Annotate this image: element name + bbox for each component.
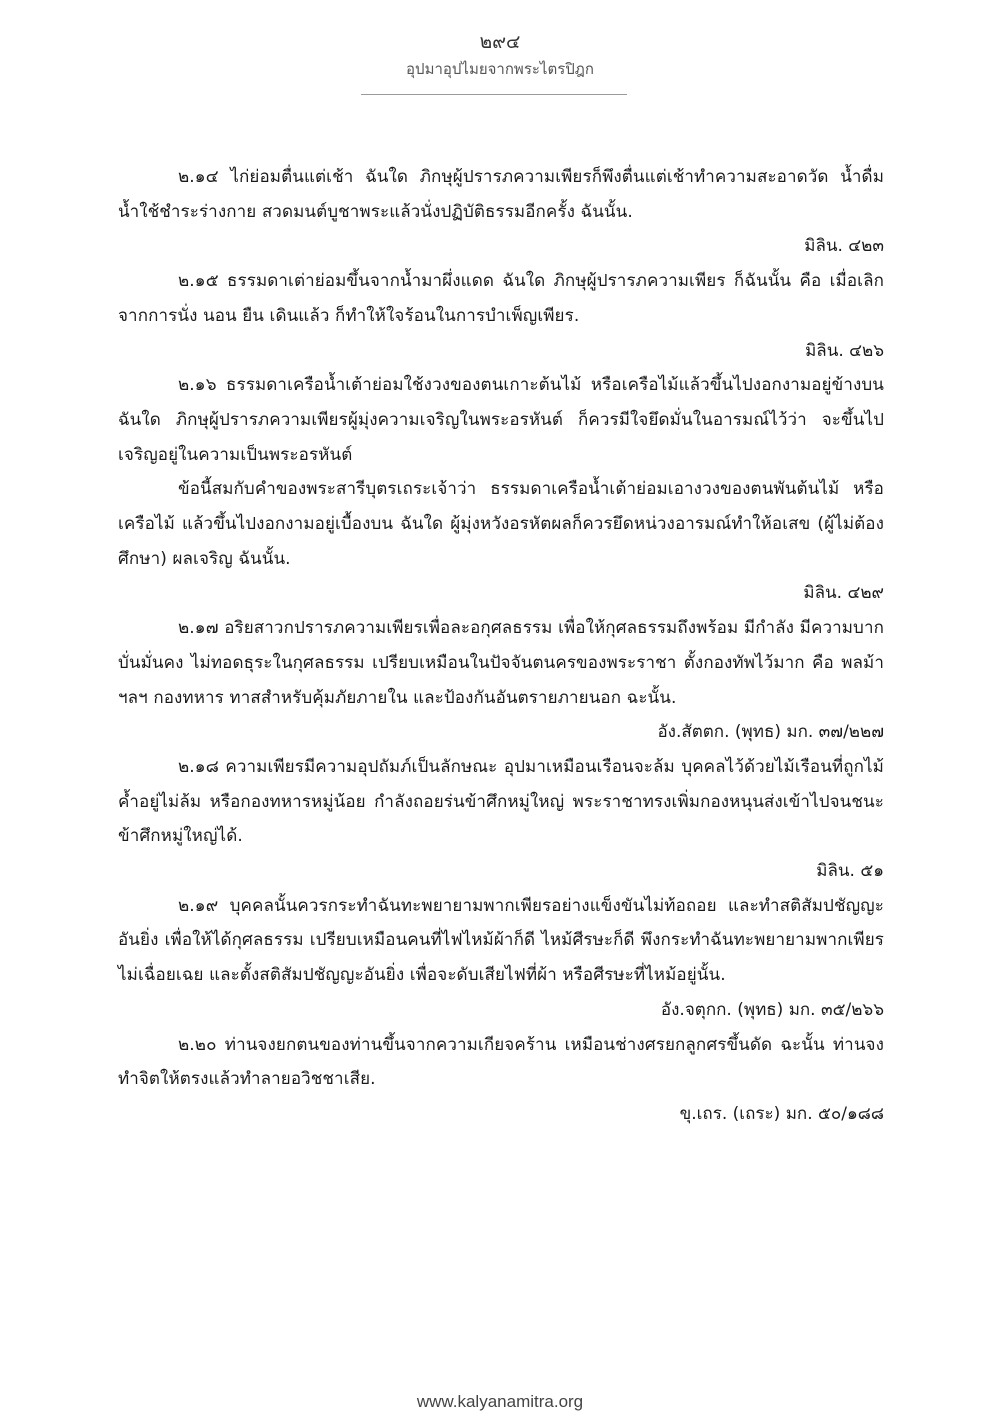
paragraph-2-16: ๒.๑๖ ธรรมดาเครือน้ำเต้าย่อมใช้งวงของตนเกาะต้นไม้ หรือเครือไม้แล้วขึ้นไปงอกงามอยู่ข้างบน ฉันใด ภิกษุผู้ปรารภความเพียรผู้มุ่งความเจริญในพระอรหันต์ ก็ควรมีใจยึดมั่นในอารมณ์ไว้ว่า จะขึ้นไปเจริญอยู่ในความเป็นพระอรหันต์	[118, 375, 884, 465]
page-header	[0, 30, 1000, 82]
reference-2-15: มิลิน. ๔๒๖	[805, 340, 884, 361]
paragraph-2-14: ๒.๑๔ ไก่ย่อมตื่นแต่เช้า ฉันใด ภิกษุผู้ปรารภความเพียรก็พึงตื่นแต่เช้าทำความสะอาดวัด น้ำดื่ม น้ำใช้ชำระร่างกาย สวดมนต์บูชาพระแล้วนั่งปฏิบัติธรรมอีกครั้ง ฉันนั้น.	[118, 167, 884, 222]
reference-2-17: อัง.สัตตก. (พุทธ) มก. ๓๗/๒๒๗	[657, 722, 884, 743]
paragraph-2-16-note: ข้อนี้สมกับคำของพระสารีบุตรเถระเจ้าว่า ธรรมดาเครือน้ำเต้าย่อมเอางวงของตนพันต้นไม้ หรือเครือไม้ แล้วขึ้นไปงอกงามอยู่เบื้องบน ฉันใด ผู้มุ่งหวังอรหัตผลก็ควรยึดหน่วงอารมณ์ทำให้อเสข (ผู้ไม่ต้องศึกษา) ผลเจริญ ฉันนั้น.	[118, 479, 884, 569]
footer-website: www.kalyanamitra.org	[416, 1392, 584, 1411]
reference-2-18: มิลิน. ๕๑	[816, 861, 884, 882]
reference-2-16: มิลิน. ๔๒๙	[803, 583, 884, 604]
reference-2-19: อัง.จตุกก. (พุทธ) มก. ๓๕/๒๖๖	[660, 999, 884, 1020]
paragraph-2-20: ๒.๒๐ ท่านจงยกตนของท่านขึ้นจากความเกียจคร้าน เหมือนช่างศรยกลูกศรขึ้นดัด ฉะนั้น ท่านจงทำจิตให้ตรงแล้วทำลายอวิชชาเสีย.	[118, 1034, 884, 1090]
book-title: อุปมาอุปไมยจากพระไตรปิฎก	[406, 60, 594, 78]
paragraph-2-19: ๒.๑๙ บุคคลนั้นควรกระทำฉันทะพยายามพากเพียรอย่างแข็งขันไม่ท้อถอย และทำสติสัมปชัญญะอันยิ่ง เพื่อให้ได้กุศลธรรม เปรียบเหมือนคนที่ไฟไหม้ผ้าก็ดี ไหม้ศีรษะก็ดี พึงกระทำฉันทะพยายามพากเพียรไม่เฉื่อยเฉย และตั้งสติสัมปชัญญะอันยิ่ง เพื่อจะดับเสียไฟที่ผ้า หรือศีรษะที่ไหม้อยู่นั้น.	[118, 895, 884, 986]
paragraph-2-17: ๒.๑๗ อริยสาวกปรารภความเพียรเพื่อละอกุศลธรรม เพื่อให้กุศลธรรมถึงพร้อม มีกำลัง มีความบากบั่นมั่นคง ไม่ทอดธุระในกุศลธรรม เปรียบเหมือนในปัจจันตนครของพระราชา ตั้งกองทัพไว้มาก คือ พลม้า ฯลฯ กองทหาร ทาสสำหรับคุ้มภัยภายใน และป้องกันอันตรายภายนอก ฉะนั้น.	[118, 618, 884, 708]
page-number: ๒๙๔	[479, 31, 521, 53]
reference-2-20: ขุ.เถร. (เถระ) มก. ๕๐/๑๘๘	[679, 1103, 884, 1124]
page-body	[118, 160, 884, 1132]
header-divider	[361, 94, 627, 95]
paragraph-2-15: ๒.๑๕ ธรรมดาเต่าย่อมขึ้นจากน้ำมาผึ่งแดด ฉันใด ภิกษุผู้ปรารภความเพียร ก็ฉันนั้น คือ เมื่อเลิกจากการนั่ง นอน ยืน เดินแล้ว ก็ทำให้ใจร้อนในการบำเพ็ญเพียร.	[118, 271, 884, 326]
reference-2-14: มิลิน. ๔๒๓	[804, 236, 884, 257]
paragraph-2-18: ๒.๑๘ ความเพียรมีความอุปถัมภ์เป็นลักษณะ อุปมาเหมือนเรือนจะล้ม บุคคลไว้ด้วยไม้เรือนที่ถูกไม้ค้ำอยู่ไม่ล้ม หรือกองทหารหมู่น้อย กำลังถอยร่นข้าศึกหมู่ใหญ่ พระราชาทรงเพิ่มกองหนุนส่งเข้าไปจนชนะข้าศึกหมู่ใหญ่ได้.	[118, 756, 884, 847]
